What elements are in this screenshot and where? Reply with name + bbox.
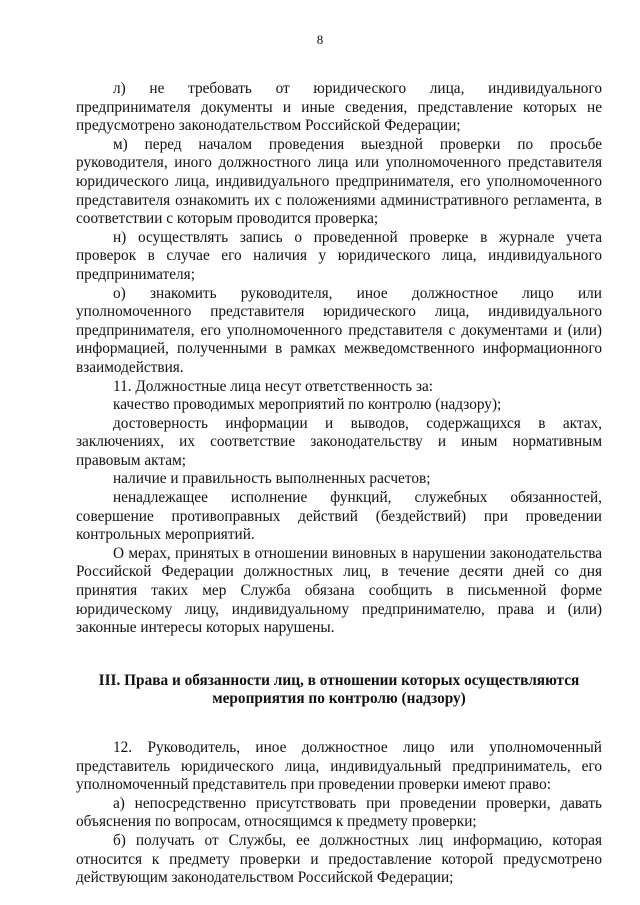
section-heading-line2: мероприятия по контролю (надзору) <box>212 690 466 708</box>
paragraph-a: а) непосредственно присутствовать при проведении проверки, давать объяснения по вопросам, относящимся к предмету проверки; <box>76 794 602 831</box>
paragraph-improper-execution: ненадлежащее исполнение функций, служебных обязанностей, совершение противоправных действий (бездействий) при проведении контрольных мероприятий. <box>76 489 602 544</box>
paragraph-measures: О мерах, принятых в отношении виновных в нарушении законодательства Российской Федерации должностных лиц, в течение десяти дней со дня принятия таких мер Служба обязана сообщить в письменной форме юридическому лицу, индивидуальному предпринимателю, права и (или) законные интересы которых нарушены. <box>76 544 602 637</box>
paragraph-o: о) знакомить руководителя, иное должностное лицо или уполномоченного представителя юридического лица, индивидуального предпринимателя, его уполномоченного представителя с документами и (или) информацией, полученными в рамках межведомственного информационного взаимодействия. <box>76 284 602 376</box>
document-body <box>76 80 602 888</box>
section-heading-line1: III. Права и обязанности лиц, в отношении которых осуществляются <box>98 671 580 689</box>
paragraph-m: м) перед началом проведения выездной проверки по просьбе руководителя, иного должностного лица или уполномоченного представителя юридического лица, индивидуального предпринимателя, его уполномоченного представителя ознакомить их с положениями административного регламента, в соответствии с которым проводится проверка; <box>76 135 602 228</box>
paragraph-quality: качество проводимых мероприятий по контролю (надзору); <box>113 396 502 414</box>
paragraph-reliability: достоверность информации и выводов, содержащихся в актах, заключениях, их соответствие законодательству и иным нормативным правовым актам; <box>76 414 602 469</box>
paragraph-calculations: наличие и правильность выполненных расчетов; <box>113 470 431 488</box>
paragraph-l: л) не требовать от юридического лица, индивидуального предпринимателя документы и иные сведения, представление которых не предусмотрено законодательством Российской Федерации; <box>76 80 602 135</box>
page-number: 8 <box>316 32 324 47</box>
paragraph-n: н) осуществлять запись о проведенной проверке в журнале учета проверок в случае его наличия у юридического лица, индивидуального предпринимателя; <box>76 228 602 283</box>
paragraph-b: б) получать от Службы, ее должностных лиц информацию, которая относится к предмету проверки и предоставление которой предусмотрено действующим законодательством Российской Федерации; <box>76 831 602 887</box>
section-heading <box>76 672 602 709</box>
paragraph-11: 11. Должностные лица несут ответственность за: <box>113 377 434 395</box>
paragraph-12: 12. Руководитель, иное должностное лицо или уполномоченный представитель юридического лица, индивидуальный предприниматель, его уполномоченный представитель при проведении проверки имеют право: <box>76 739 602 794</box>
